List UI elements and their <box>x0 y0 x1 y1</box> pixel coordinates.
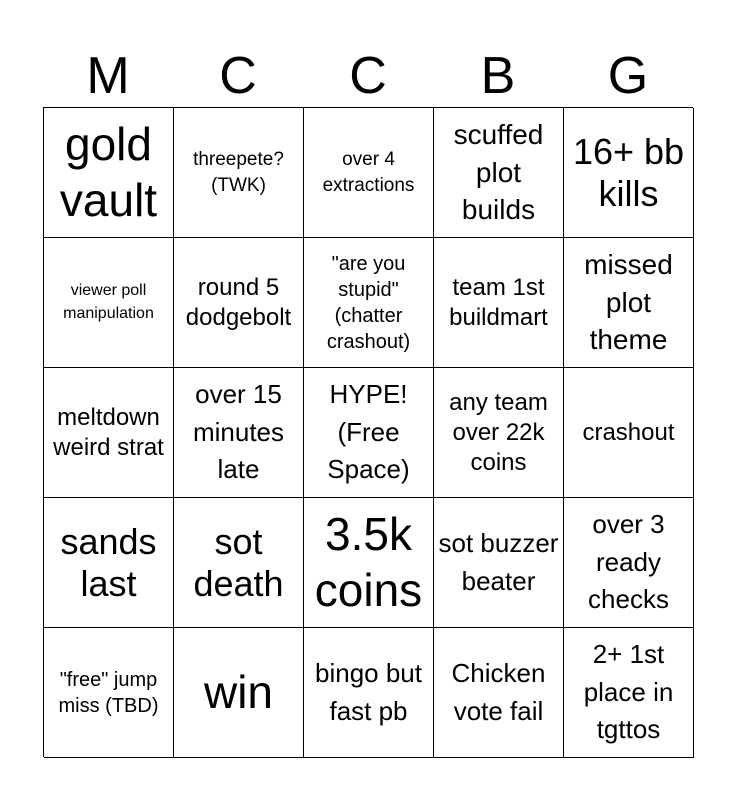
bingo-cell-round-5-dodgebolt[interactable]: round 5 dodgebolt <box>174 238 304 368</box>
bingo-cell-missed-plot-theme[interactable]: missed plot theme <box>564 238 694 368</box>
bingo-cell-2-1st-place-tgttos[interactable]: 2+ 1st place in tgttos <box>564 628 694 758</box>
bingo-cell-chicken-vote-fail[interactable]: Chicken vote fail <box>434 628 564 758</box>
bingo-cell-gold-vault[interactable]: gold vault <box>44 108 174 238</box>
bingo-cell-3-5k-coins[interactable]: 3.5k coins <box>304 498 434 628</box>
header-letter-m: M <box>86 47 130 105</box>
bingo-grid <box>43 107 693 757</box>
bingo-cell-sands-last[interactable]: sands last <box>44 498 174 628</box>
bingo-cell-over-15-minutes-late[interactable]: over 15 minutes late <box>174 368 304 498</box>
bingo-cell-are-you-stupid[interactable]: "are you stupid" (chatter crashout) <box>304 238 434 368</box>
bingo-cell-meltdown-weird-strat[interactable]: meltdown weird strat <box>44 368 174 498</box>
bingo-cell-free-space[interactable]: HYPE! (Free Space) <box>304 368 434 498</box>
header-letter-b: B <box>480 47 516 105</box>
header-letter-c2: C <box>349 47 387 105</box>
bingo-header <box>43 46 693 106</box>
bingo-cell-any-team-22k[interactable]: any team over 22k coins <box>434 368 564 498</box>
bingo-cell-over-4-extractions[interactable]: over 4 extractions <box>304 108 434 238</box>
bingo-cell-viewer-poll[interactable]: viewer poll manipulation <box>44 238 174 368</box>
bingo-cell-16-bb-kills[interactable]: 16+ bb kills <box>564 108 694 238</box>
header-letter-g: G <box>607 47 649 105</box>
bingo-cell-team-1st-buildmart[interactable]: team 1st buildmart <box>434 238 564 368</box>
bingo-cell-scuffed-plot-builds[interactable]: scuffed plot builds <box>434 108 564 238</box>
bingo-cell-threepete[interactable]: threepete? (TWK) <box>174 108 304 238</box>
bingo-cell-crashout[interactable]: crashout <box>564 368 694 498</box>
bingo-cell-win[interactable]: win <box>174 628 304 758</box>
bingo-cell-bingo-fast-pb[interactable]: bingo but fast pb <box>304 628 434 758</box>
header-letter-c1: C <box>219 47 257 105</box>
bingo-cell-sot-death[interactable]: sot death <box>174 498 304 628</box>
bingo-cell-over-3-ready-checks[interactable]: over 3 ready checks <box>564 498 694 628</box>
bingo-cell-free-jump-miss[interactable]: "free" jump miss (TBD) <box>44 628 174 758</box>
bingo-cell-sot-buzzer-beater[interactable]: sot buzzer beater <box>434 498 564 628</box>
